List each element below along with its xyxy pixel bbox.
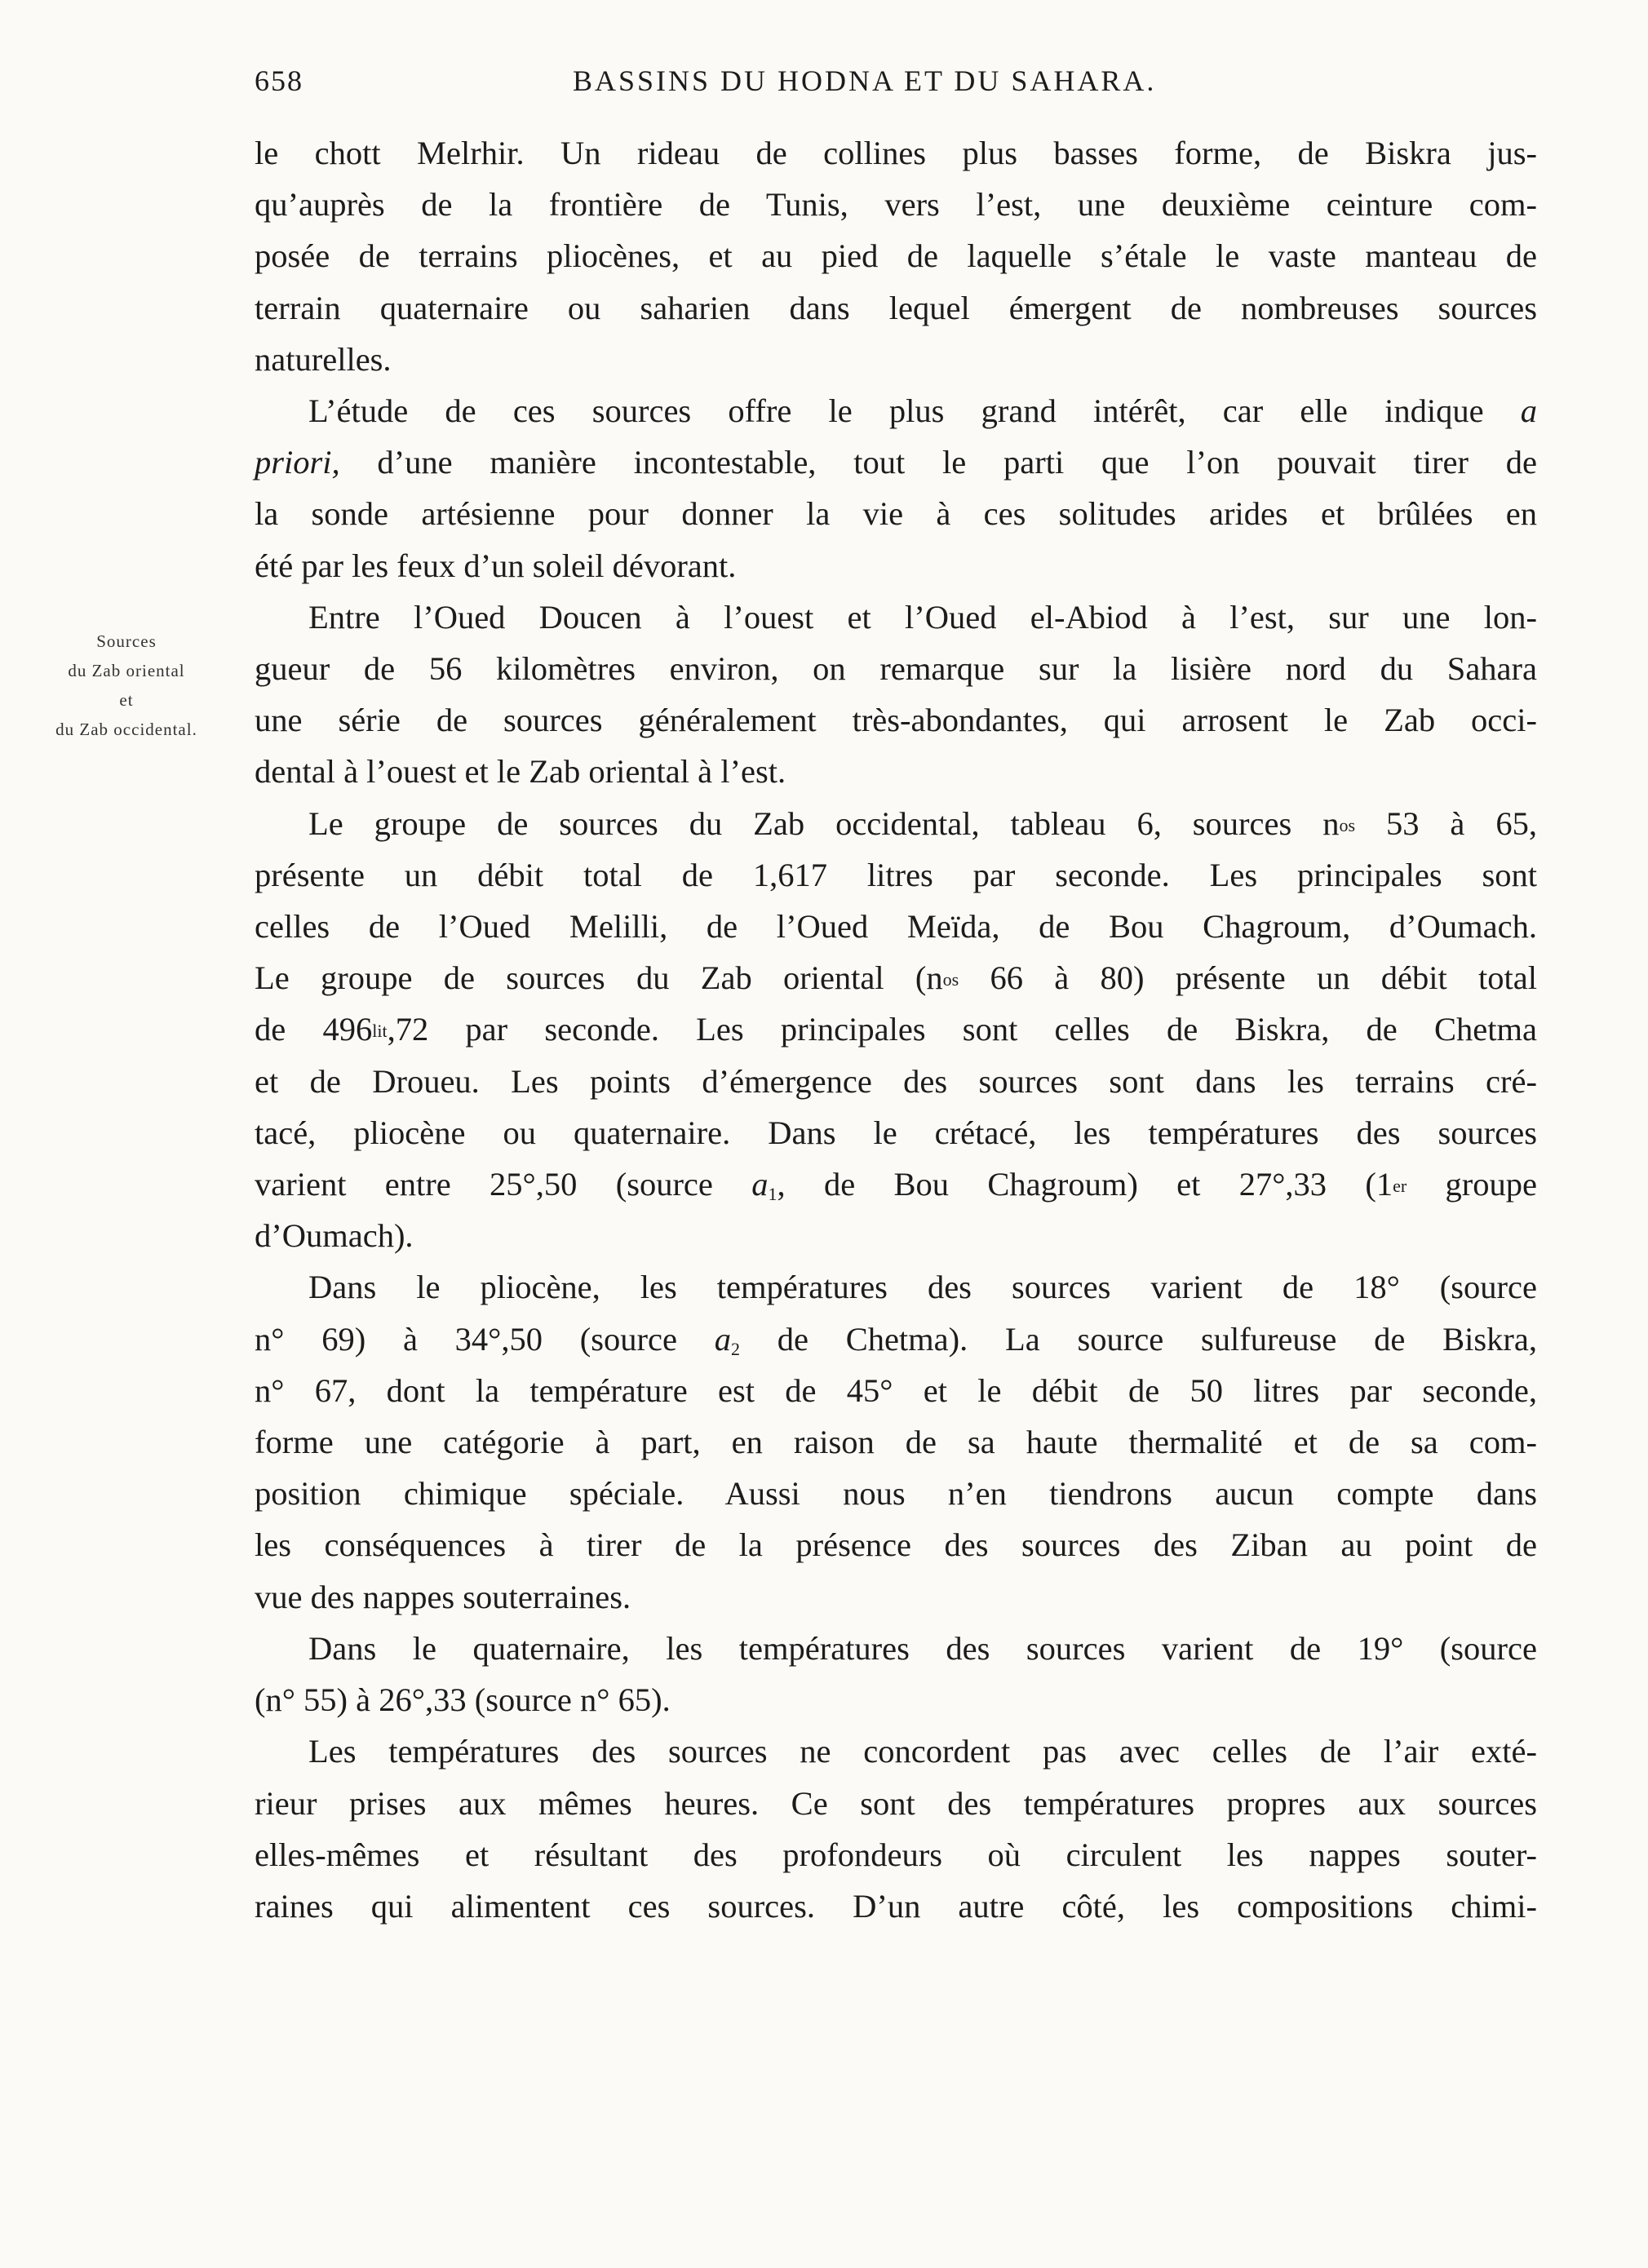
text-line: naturelles. [255, 340, 392, 378]
text-line: Entre l’Oued Doucen à l’ouest et l’Oued el-Abiod à l’est, sur une lon- [308, 598, 1537, 636]
text-segment: L’étude de ces sources offre le plus grand intérêt, car elle indique [308, 392, 1521, 430]
text-line: position chimique spéciale. Aussi nous n’en tiendrons aucun compte dans [255, 1475, 1537, 1513]
text-segment: d’une manière incontestable, tout le parti que l’on pouvait tirer de [339, 444, 1537, 481]
subscript: 2 [730, 1338, 740, 1359]
text-line: Dans le quaternaire, les températures des sources varient de 19° (source [308, 1629, 1537, 1667]
text-line: raines qui alimentent ces sources. D’un autre côté, les compositions chimi- [255, 1887, 1537, 1925]
italic-text: a [1520, 392, 1537, 430]
running-title: BASSINS DU HODNA ET DU SAHARA. [573, 64, 1157, 97]
text-segment: Le groupe de sources du Zab oriental (n [255, 959, 943, 997]
subscript: 1 [768, 1184, 777, 1205]
text-line: vue des nappes souterraines. [255, 1578, 631, 1615]
italic-text: a [751, 1166, 769, 1203]
text-line: le chott Melrhir. Un rideau de collines plus basses forme, de Biskra jus- [255, 135, 1537, 171]
text-segment: de 496 [255, 1011, 373, 1048]
text-line [255, 1158, 1537, 1210]
margin-note-line: Sources [96, 631, 157, 651]
superscript: er [1393, 1176, 1407, 1197]
italic-text: priori, [255, 444, 340, 481]
running-header [255, 64, 1550, 113]
text-line: Les températures des sources ne concordent pas avec celles de l’air exté- [308, 1733, 1537, 1770]
text-segment: Le groupe de sources du Zab occidental, tableau 6, sources n [308, 804, 1340, 842]
text-line [255, 1313, 1537, 1365]
text-line: elles-mêmes et résultant des profondeurs où circulent les nappes souter- [255, 1836, 1537, 1873]
margin-note [33, 627, 220, 744]
text-line: posée de terrains pliocènes, et au pied de laquelle s’étale le vaste manteau de [255, 237, 1537, 275]
text-segment: groupe [1407, 1166, 1537, 1203]
text-line: été par les feux d’un soleil dévorant. [255, 547, 737, 584]
text-line [255, 798, 1537, 849]
superscript: os [942, 969, 959, 990]
text-line: forme une catégorie à part, en raison de sa haute thermalité et de sa com- [255, 1424, 1537, 1461]
text-line: une série de sources généralement très-abondantes, qui arrosent le Zab occi- [255, 702, 1537, 739]
text-line: présente un débit total de 1,617 litres par seconde. Les principales sont [255, 856, 1537, 893]
text-segment: 66 à 80) présente un débit total [959, 959, 1537, 997]
text-line [255, 385, 1537, 436]
text-line [255, 1003, 1537, 1055]
text-segment: n° 69) à 34°,50 (source [255, 1320, 715, 1358]
superscript: os [1339, 814, 1356, 835]
margin-note-line: du Zab occidental. [55, 720, 197, 739]
margin-note-line: du Zab oriental [68, 661, 185, 680]
text-line: tacé, pliocène ou quaternaire. Dans le crétacé, les températures des sources [255, 1114, 1537, 1151]
text-line: Dans le pliocène, les températures des sources varient de 18° (source [308, 1269, 1537, 1306]
text-line: gueur de 56 kilomètres environ, on remarque sur la lisière nord du Sahara [255, 650, 1537, 688]
text-line: terrain quaternaire ou saharien dans lequel émergent de nombreuses sources [255, 289, 1537, 326]
text-segment: , de Bou Chagroum) et 27°,33 (1 [777, 1166, 1393, 1203]
text-segment: 53 à 65, [1355, 804, 1537, 842]
italic-text: a [714, 1320, 731, 1358]
text-line: et de Droueu. Les points d’émergence des sources sont dans les terrains cré- [255, 1062, 1537, 1100]
text-line: qu’auprès de la frontière de Tunis, vers l’est, une deuxième ceinture com- [255, 186, 1537, 224]
text-segment: ,72 par seconde. Les principales sont celles de Biskra, de Chetma [387, 1011, 1537, 1048]
text-line: rieur prises aux mêmes heures. Ce sont des températures propres aux sources [255, 1784, 1537, 1822]
text-line: celles de l’Oued Melilli, de l’Oued Meïda, de Bou Chagroum, d’Oumach. [255, 908, 1537, 946]
superscript: lit [372, 1021, 388, 1042]
text-line: n° 67, dont la température est de 45° et le débit de 50 litres par seconde, [255, 1371, 1537, 1409]
page-number: 658 [255, 64, 303, 97]
text-line: les conséquences à tirer de la présence des sources des Ziban au point de [255, 1526, 1537, 1564]
margin-note-line: et [119, 690, 134, 710]
text-line: dental à l’ouest et le Zab oriental à l’est. [255, 753, 786, 791]
text-line: la sonde artésienne pour donner la vie à ces solitudes arides et brûlées en [255, 495, 1537, 533]
body-text [255, 127, 1537, 1932]
text-line: (n° 55) à 26°,33 (source n° 65). [255, 1681, 671, 1719]
text-line: d’Oumach). [255, 1217, 414, 1255]
text-segment: de Chetma). La source sulfureuse de Biskra, [739, 1320, 1538, 1358]
text-line [255, 436, 1537, 488]
text-segment: varient entre 25°,50 (source [255, 1166, 752, 1203]
text-line [255, 952, 1537, 1003]
